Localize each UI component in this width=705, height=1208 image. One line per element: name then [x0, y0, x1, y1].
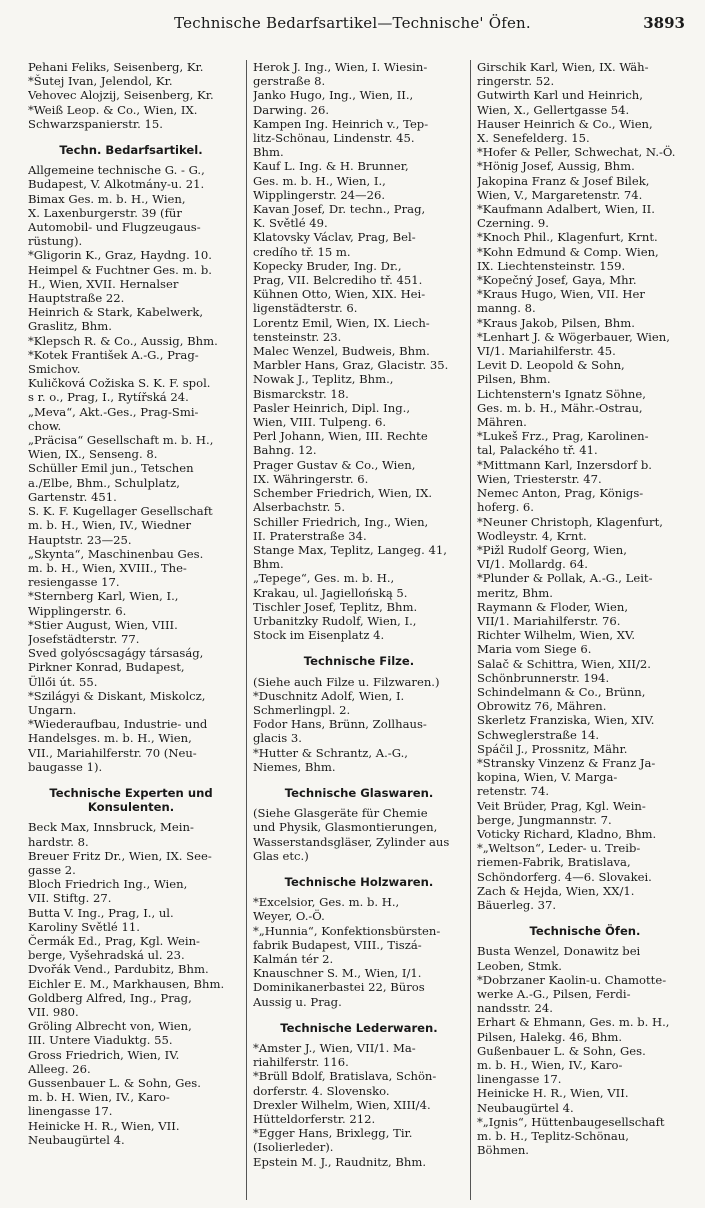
- directory-entry-line: VII. 980.: [28, 1005, 79, 1019]
- directory-entry-line: Alleeg. 26.: [28, 1061, 91, 1076]
- directory-entry-line: III. Untere Viaduktg. 55.: [28, 1033, 173, 1048]
- directory-entry-line: „Skynta“, Maschinenbau Ges.: [28, 546, 204, 561]
- directory-entry-line: Busta Wenzel, Donawitz bei: [477, 944, 641, 959]
- directory-entry-line: *Neuner Christoph, Klagenfurt,: [477, 514, 663, 529]
- directory-entry-line: Klatovsky Václav, Prag, Bel-: [253, 230, 416, 245]
- directory-entry-line: Gröling Albrecht von, Wien,: [28, 1019, 192, 1034]
- directory-entry-line: kopina, Wien, V. Marga-: [477, 770, 618, 785]
- directory-entry-line: dorferstr. 4. Slovensko.: [253, 1083, 390, 1098]
- directory-entry-line: *Stransky Vinzenz & Franz Ja-: [477, 755, 656, 770]
- directory-entry-line: Nemec Anton, Prag, Königs-: [477, 486, 644, 501]
- directory-entry-line: Schöndorferg. 4—6. Slovakei.: [477, 869, 652, 884]
- directory-entry-line: Kampen Ing. Heinrich v., Tep-: [253, 116, 429, 131]
- directory-entry-line: m. b. H., Teplitz-Schönau,: [477, 1129, 629, 1144]
- directory-entry-line: (Siehe auch Filze u. Filzwaren.): [253, 674, 440, 689]
- directory-entry-line: Bhm.: [253, 145, 284, 160]
- directory-entry-line: werke A.-G., Pilsen, Ferdi-: [477, 987, 631, 1001]
- directory-entry-line: Richter Wilhelm, Wien, XV.: [477, 628, 636, 643]
- directory-entry-line: IX. Währingerstr. 6.: [253, 471, 369, 486]
- directory-entry-line: Vehovec Alojzij, Seisenberg, Kr.: [28, 88, 214, 103]
- directory-entry-line: Jakopina Franz & Josef Bilek,: [477, 173, 650, 188]
- directory-entry-line: (Isolierleder).: [253, 1140, 334, 1155]
- directory-entry-line: Voticky Richard, Kladno, Bhm.: [477, 826, 657, 841]
- directory-entry-line: linengasse 17.: [477, 1072, 562, 1087]
- directory-entry-line: hardstr. 8.: [28, 834, 89, 849]
- section-heading: Technische Lederwaren.: [280, 1020, 438, 1035]
- directory-entry-line: riahilferstr. 116.: [253, 1055, 349, 1070]
- directory-entry-line: Kauf L. Ing. & H. Brunner,: [253, 159, 409, 174]
- directory-entry-line: Wodleystr. 4, Krnt.: [477, 528, 587, 543]
- directory-entry-line: *Kaufmann Adalbert, Wien, II.: [477, 202, 655, 217]
- directory-entry-line: Urbanitzky Rudolf, Wien, I.,: [253, 613, 417, 628]
- directory-entry-line: *Dobrzaner Kaolin-u. Chamotte-: [477, 972, 667, 987]
- directory-entry-line: fabrik Budapest, VIII., Tiszá-: [253, 937, 422, 952]
- directory-entry-line: S. K. F. Kugellager Gesellschaft: [28, 504, 213, 519]
- directory-entry-line: Pilsen, Bhm.: [477, 372, 551, 387]
- directory-entry-line: X. Laxenburgerstr. 39 (für: [28, 205, 182, 220]
- directory-entry-line: *Hutter & Schrantz, A.-G.,: [253, 745, 408, 760]
- directory-entry-line: Pasler Heinrich, Dipl. Ing.,: [253, 400, 411, 415]
- directory-entry-line: Budapest, V. Alkotmány-u. 21.: [28, 177, 205, 192]
- directory-entry-line: Pehani Feliks, Seisenberg, Kr.: [28, 60, 204, 74]
- directory-entry-line: Tischler Josef, Teplitz, Bhm.: [253, 599, 418, 614]
- directory-entry-line: Mähren.: [477, 415, 527, 430]
- directory-entry-line: Heinrich & Stark, Kabelwerk,: [28, 305, 204, 320]
- directory-entry-line: Glas etc.): [253, 848, 309, 863]
- directory-entry-line: *Kopečný Josef, Gaya, Mhr.: [477, 273, 637, 288]
- directory-entry-line: Wien, X., Gellertgasse 54.: [477, 102, 630, 117]
- directory-entry-line: m. b. H. Wien, IV., Karo-: [28, 1090, 170, 1105]
- directory-entry-line: Bahng. 12.: [253, 443, 317, 458]
- directory-entry-line: Gussenbauer L. & Sohn, Ges.: [28, 1076, 201, 1091]
- directory-entry-line: Schüller Emil jun., Tetschen: [28, 461, 194, 476]
- directory-entry-line: Spáčil J., Prossnitz, Mähr.: [477, 741, 628, 756]
- directory-entry-line: Alserbachstr. 5.: [253, 500, 346, 515]
- directory-entry-line: Schönbrunnerstr. 194.: [477, 670, 610, 685]
- directory-entry-line: *Šutej Ivan, Jelendol, Kr.: [28, 74, 173, 89]
- directory-entry-line: retenstr. 74.: [477, 784, 550, 799]
- directory-entry-line: Kühnen Otto, Wien, XIX. Hei-: [253, 287, 426, 302]
- directory-entry-line: Dominikanerbastei 22, Büros: [253, 980, 425, 995]
- directory-entry-line: Hauser Heinrich & Co., Wien,: [477, 116, 653, 131]
- directory-entry-line: glacis 3.: [253, 731, 302, 746]
- directory-entry-line: riemen-Fabrik, Bratislava,: [477, 855, 631, 870]
- directory-entry-line: H., Wien, XVII. Hernalser: [28, 276, 179, 291]
- directory-entry-line: (Siehe Glasgeräte für Chemie: [253, 806, 428, 821]
- directory-entry-line: Zach & Hejda, Wien, XX/1.: [477, 883, 635, 898]
- directory-entry-line: gerstraße 8.: [253, 74, 326, 89]
- directory-entry-line: VII. Stiftg. 27.: [28, 891, 112, 906]
- directory-entry-line: linengasse 17.: [28, 1104, 113, 1119]
- directory-entry-line: Epstein M. J., Raudnitz, Bhm.: [253, 1154, 427, 1169]
- directory-entry-line: ringerstr. 52.: [477, 74, 555, 89]
- directory-entry-line: Goldberg Alfred, Ing., Prag,: [28, 990, 192, 1005]
- directory-entry-line: Neubaugürtel 4.: [477, 1100, 574, 1115]
- directory-entry-line: *„Weltson“, Leder- u. Treib-: [477, 841, 641, 856]
- directory-entry-line: *Hönig Josef, Aussig, Bhm.: [477, 159, 635, 174]
- directory-entry-line: Ungarn.: [28, 702, 77, 717]
- directory-entry-line: Gutwirth Karl und Heinrich,: [477, 88, 643, 103]
- directory-entry-line: Böhmen.: [477, 1143, 529, 1158]
- directory-entry-line: *Klepsch R. & Co., Aussig, Bhm.: [28, 333, 218, 348]
- directory-entry-line: manng. 8.: [477, 301, 536, 316]
- directory-entry-line: *Hofer & Peller, Schwechat, N.-Ö.: [477, 145, 676, 160]
- directory-entry-line: Ges. m. b. H., Mähr.-Ostrau,: [477, 400, 643, 415]
- directory-entry-line: Kopecky Bruder, Ing. Dr.,: [253, 258, 402, 273]
- directory-entry-line: Pirkner Konrad, Budapest,: [28, 660, 185, 675]
- directory-entry-line: Lorentz Emil, Wien, IX. Liech-: [253, 315, 430, 330]
- directory-entry-line: Pilsen, Halekg. 46, Bhm.: [477, 1029, 623, 1044]
- directory-entry-line: Janko Hugo, Ing., Wien, II.,: [253, 88, 414, 103]
- directory-entry-line: *Kraus Hugo, Wien, VII. Her: [477, 287, 645, 302]
- directory-entry-line: Nowak J., Teplitz, Bhm.,: [253, 372, 394, 387]
- directory-entry-line: Čermák Ed., Prag, Kgl. Wein-: [28, 933, 200, 948]
- directory-entry-line: Karoliny Světlé 11.: [28, 919, 140, 934]
- directory-entry-line: Heimpel & Fuchtner Ges. m. b.: [28, 262, 212, 277]
- directory-entry-line: Stange Max, Teplitz, Langeg. 41,: [253, 542, 447, 557]
- directory-entry-line: X. Senefelderg. 15.: [477, 131, 590, 146]
- directory-entry-line: Heinicke H. R., Wien, VII.: [477, 1086, 629, 1101]
- section-heading: Technische Holzwaren.: [284, 874, 434, 889]
- column-right: [470, 60, 693, 1200]
- directory-entry-line: Kavan Josef, Dr. techn., Prag,: [253, 202, 426, 217]
- directory-entry-line: Erhart & Ehmann, Ges. m. b. H.,: [477, 1015, 670, 1030]
- directory-entry-line: Wien, V., Margaretenstr. 74.: [477, 187, 643, 202]
- directory-entry-line: Schwarzspanierstr. 15.: [28, 116, 163, 131]
- directory-entry-line: Wasserstandsgläser, Zylinder aus: [253, 834, 450, 849]
- directory-entry-line: Drexler Wilhelm, Wien, XIII/4.: [253, 1097, 431, 1112]
- directory-entry-line: Niemes, Bhm.: [253, 759, 336, 774]
- directory-entry-line: Wien, Triesterstr. 47.: [477, 471, 602, 486]
- directory-entry-line: Automobil- und Flugzeugaus-: [28, 220, 201, 235]
- directory-entry-line: Herok J. Ing., Wien, I. Wiesin-: [253, 60, 428, 74]
- directory-entry-line: Knauschner S. M., Wien, I/1.: [253, 966, 422, 981]
- directory-entry-line: Weyer, O.-Ö.: [253, 909, 325, 924]
- directory-entry-line: Skerletz Franziska, Wien, XIV.: [477, 713, 655, 728]
- directory-entry-line: s r. o., Prag, I., Rytířská 24.: [28, 390, 189, 405]
- directory-entry-line: *Kraus Jakob, Pilsen, Bhm.: [477, 315, 635, 330]
- directory-entry-line: Sved golyóscsagágy társaság,: [28, 646, 204, 661]
- section-heading: Technische Öfen.: [529, 924, 641, 939]
- section-heading: Technische Glaswaren.: [284, 785, 434, 800]
- directory-entry-line: Schweglerstraße 14.: [477, 727, 600, 742]
- directory-entry-line: *Sternberg Karl, Wien, I.,: [28, 589, 179, 604]
- directory-entry-line: *Stier August, Wien, VIII.: [28, 617, 178, 632]
- directory-entry-line: berge, Vyšehradská ul. 23.: [28, 948, 185, 963]
- directory-entry-line: tal, Palackého tř. 41.: [477, 443, 598, 458]
- directory-entry-line: *Brüll Bdolf, Bratislava, Schön-: [253, 1069, 437, 1084]
- directory-entry-line: *Duschnitz Adolf, Wien, I.: [253, 688, 405, 703]
- directory-entry-line: Josefstädterstr. 77.: [28, 631, 140, 646]
- directory-entry-line: Schmerlingpl. 2.: [253, 702, 351, 717]
- directory-entry-line: VII., Mariahilferstr. 70 (Neu-: [28, 745, 197, 760]
- page-header: [0, 14, 705, 40]
- directory-entry-line: tensteinstr. 23.: [253, 329, 342, 344]
- directory-entry-line: und Physik, Glasmontierungen,: [253, 820, 438, 835]
- directory-entry-line: litz-Schönau, Lindenstr. 45.: [253, 131, 415, 146]
- page-title: Technische Bedarfsartikel—Technische' Öfen.: [174, 14, 531, 32]
- directory-entry-line: *Knoch Phil., Klagenfurt, Krnt.: [477, 230, 658, 245]
- directory-entry-line: *„Ignis“, Hüttenbaugesellschaft: [477, 1114, 665, 1129]
- directory-entry-line: Beck Max, Innsbruck, Mein-: [28, 820, 194, 835]
- directory-entry-line: gasse 2.: [28, 862, 76, 877]
- directory-entry-line: Girschik Karl, Wien, IX. Wäh-: [477, 60, 649, 74]
- directory-entry-line: meritz, Bhm.: [477, 585, 553, 600]
- directory-entry-line: Stock im Eisenplatz 4.: [253, 628, 385, 643]
- directory-entry-line: *Weiß Leop. & Co., Wien, IX.: [28, 102, 198, 117]
- directory-entry-line: Krakau, ul. Jagiellońską 5.: [253, 585, 408, 600]
- directory-entry-line: Fodor Hans, Brünn, Zollhaus-: [253, 717, 427, 732]
- directory-entry-line: VII/1. Mariahilferstr. 76.: [477, 613, 621, 628]
- directory-entry-line: Kalmán tér 2.: [253, 951, 334, 966]
- directory-entry-line: a./Elbe, Bhm., Schulplatz,: [28, 475, 180, 490]
- directory-entry-line: *Pižl Rudolf Georg, Wien,: [477, 542, 627, 557]
- directory-entry-line: Bäuerleg. 37.: [477, 897, 557, 912]
- directory-entry-line: *Lukeš Frz., Prag, Karolinen-: [477, 429, 649, 444]
- directory-entry-line: Bimax Ges. m. b. H., Wien,: [28, 191, 186, 206]
- directory-entry-line: m. b. H., Wien, IV., Wiedner: [28, 518, 191, 533]
- directory-entry-line: Marbler Hans, Graz, Glacistr. 35.: [253, 358, 449, 373]
- directory-entry-line: Maria vom Siege 6.: [477, 642, 592, 657]
- directory-entry-line: *Egger Hans, Brixlegg, Tir.: [253, 1126, 413, 1141]
- directory-entry-line: Hauptstr. 23—25.: [28, 532, 132, 547]
- directory-entry-line: Kuličková Cožiska S. K. F. spol.: [28, 376, 211, 391]
- directory-entry-line: *Lenhart J. & Wögerbauer, Wien,: [477, 329, 670, 344]
- directory-entry-line: Aussig u. Prag.: [253, 994, 342, 1009]
- directory-entry-line: m. b. H., Wien, IV., Karo-: [477, 1058, 623, 1073]
- section-heading: Technische Filze.: [303, 654, 415, 669]
- directory-entry-line: Handelsges. m. b. H., Wien,: [28, 731, 192, 746]
- directory-entry-line: Czerning. 9.: [477, 216, 549, 231]
- column-middle: [246, 60, 465, 1200]
- directory-entry-line: Eichler E. M., Markhausen, Bhm.: [28, 976, 225, 991]
- directory-entry-line: VI/1. Mariahilferstr. 45.: [477, 344, 616, 359]
- directory-entry-line: IX. Liechtensteinstr. 159.: [477, 258, 626, 273]
- directory-entry-line: m. b. H., Wien, XVIII., The-: [28, 560, 187, 575]
- page-number: 3893: [643, 14, 685, 32]
- directory-entry-line: Lichtenstern's Ignatz Söhne,: [477, 386, 646, 401]
- directory-entry-line: berge, Jungmannstr. 7.: [477, 812, 612, 827]
- directory-entry-line: baugasse 1).: [28, 759, 103, 774]
- directory-entry-line: Hütteldorferstr. 212.: [253, 1112, 376, 1127]
- directory-entry-line: Darwing. 26.: [253, 102, 330, 117]
- directory-entry-line: Bloch Friedrich Ing., Wien,: [28, 877, 188, 892]
- directory-entry-line: *Mittmann Karl, Inzersdorf b.: [477, 457, 652, 472]
- directory-entry-line: Obrowitz 76, Mähren.: [477, 699, 607, 714]
- section-heading: Technische Experten und Konsulenten.: [49, 785, 213, 815]
- directory-entry-line: Neubaugürtel 4.: [28, 1132, 125, 1147]
- directory-entry-line: Schember Friedrich, Wien, IX.: [253, 486, 433, 501]
- directory-entry-line: *Plunder & Pollak, A.-G., Leit-: [477, 571, 653, 586]
- directory-entry-line: Allgemeine technische G. - G.,: [28, 163, 205, 178]
- directory-entry-line: Butta V. Ing., Prag, I., ul.: [28, 905, 174, 920]
- directory-entry-line: *Gligorin K., Graz, Haydng. 10.: [28, 248, 212, 263]
- directory-entry-line: Raymann & Floder, Wien,: [477, 599, 629, 614]
- directory-entry-line: Gartenstr. 451.: [28, 489, 117, 504]
- directory-entry-line: K. Světlé 49.: [253, 216, 328, 231]
- directory-entry-line: Leoben, Stmk.: [477, 958, 562, 973]
- directory-entry-line: Ges. m. b. H., Wien, I.,: [253, 173, 386, 188]
- directory-entry-line: Prag, VII. Belcrediho tř. 451.: [253, 273, 423, 288]
- directory-entry-line: Bismarckstr. 18.: [253, 386, 349, 401]
- directory-entry-line: *Excelsior, Ges. m. b. H.,: [253, 895, 400, 910]
- directory-entry-line: nandsstr. 24.: [477, 1001, 553, 1016]
- directory-entry-line: *Kotek František A.-G., Prag-: [28, 347, 199, 362]
- directory-entry-line: VI/1. Mollardg. 64.: [477, 557, 588, 572]
- directory-entry-line: Dvořák Vend., Pardubitz, Bhm.: [28, 962, 209, 977]
- directory-entry-line: Prager Gustav & Co., Wien,: [253, 457, 416, 472]
- column-left: [28, 60, 234, 1200]
- directory-entry-line: Wien, VIII. Tulpeng. 6.: [253, 415, 387, 430]
- directory-entry-line: Schindelmann & Co., Brünn,: [477, 684, 646, 699]
- directory-entry-line: II. Praterstraße 34.: [253, 528, 367, 543]
- directory-entry-line: ligenstädterstr. 6.: [253, 301, 358, 316]
- directory-entry-line: Malec Wenzel, Budweis, Bhm.: [253, 344, 430, 359]
- section-heading: Techn. Bedarfsartikel.: [59, 143, 203, 158]
- directory-entry-line: Levit D. Leopold & Sohn,: [477, 358, 625, 373]
- directory-entry-line: Gross Friedrich, Wien, IV.: [28, 1047, 180, 1062]
- directory-entry-line: rüstung).: [28, 234, 83, 249]
- directory-entry-line: *Wiederaufbau, Industrie- und: [28, 717, 208, 732]
- directory-entry-line: Perl Johann, Wien, III. Rechte: [253, 429, 428, 444]
- directory-entry-line: Gußenbauer L. & Sohn, Ges.: [477, 1043, 646, 1058]
- directory-entry-line: *Amster J., Wien, VII/1. Ma-: [253, 1041, 416, 1055]
- directory-columns: [28, 60, 690, 1200]
- directory-entry-line: Üllői út. 55.: [28, 674, 98, 689]
- directory-entry-line: „Meva“, Akt.-Ges., Prag-Smi-: [28, 404, 199, 419]
- directory-entry-line: Graslitz, Bhm.: [28, 319, 112, 334]
- directory-entry-line: credího tř. 15 m.: [253, 244, 351, 259]
- directory-entry-line: *Szilágyi & Diskant, Miskolcz,: [28, 688, 206, 703]
- directory-entry-line: Smichov.: [28, 362, 81, 377]
- directory-entry-line: *„Hunnia“, Konfektionsbürsten-: [253, 923, 441, 938]
- directory-entry-line: Breuer Fritz Dr., Wien, IX. See-: [28, 848, 212, 863]
- directory-entry-line: Bhm.: [253, 557, 284, 572]
- directory-entry-line: chow.: [28, 418, 62, 433]
- directory-entry-line: Wipplingerstr. 24—26.: [253, 187, 386, 202]
- directory-entry-line: Wien, IX., Senseng. 8.: [28, 447, 158, 462]
- directory-entry-line: Schiller Friedrich, Ing., Wien,: [253, 514, 429, 529]
- directory-entry-line: hoferg. 6.: [477, 500, 534, 515]
- directory-entry-line: Heinicke H. R., Wien, VII.: [28, 1118, 180, 1133]
- directory-entry-line: Wipplingerstr. 6.: [28, 603, 127, 618]
- directory-entry-line: *Kohn Edmund & Comp. Wien,: [477, 244, 659, 259]
- directory-entry-line: „Tepege“, Ges. m. b. H.,: [253, 571, 395, 586]
- directory-entry-line: Salač & Schittra, Wien, XII/2.: [477, 656, 651, 671]
- directory-entry-line: Hauptstraße 22.: [28, 291, 125, 306]
- directory-entry-line: Veit Brüder, Prag, Kgl. Wein-: [477, 798, 646, 813]
- directory-entry-line: resiengasse 17.: [28, 575, 120, 590]
- directory-entry-line: „Präcisa“ Gesellschaft m. b. H.,: [28, 433, 214, 448]
